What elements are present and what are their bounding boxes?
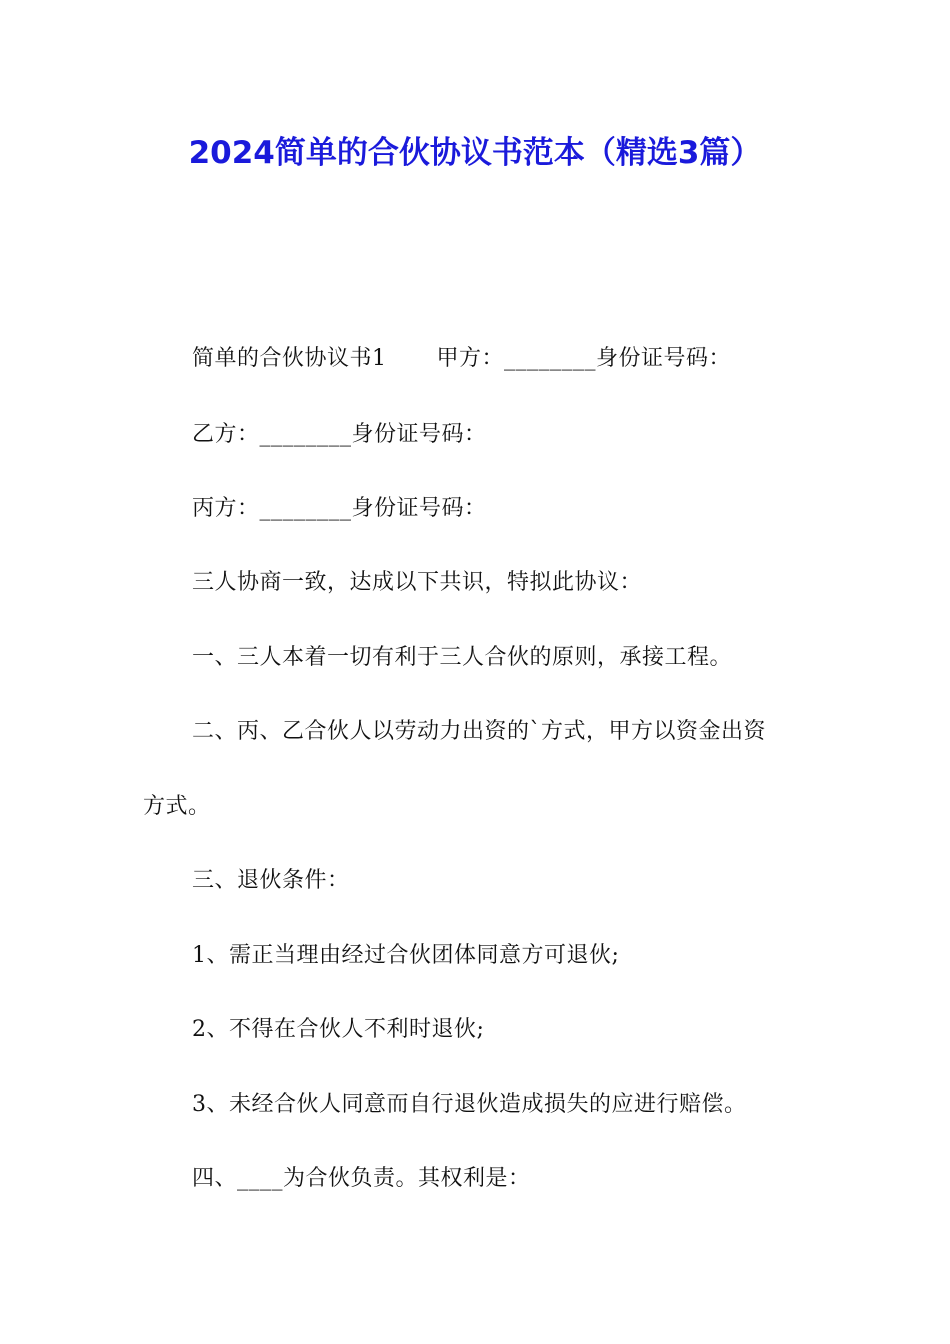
paragraph-clause-2: 二、丙、乙合伙人以劳动力出资的`方式，甲方以资金出资: [192, 719, 767, 744]
paragraph-clause-1: 一、三人本着一切有利于三人合伙的原则，承接工程。: [192, 645, 733, 670]
paragraph-withdrawal-3: 3、未经合伙人同意而自行退伙造成损失的应进行赔偿。: [192, 1092, 747, 1117]
paragraph-clause-2-continued: 方式。: [143, 794, 211, 819]
document-title: 2024简单的合伙协议书范本（精选3篇）: [188, 135, 762, 171]
paragraph-consensus: 三人协商一致，达成以下共识，特拟此协议：: [192, 570, 643, 595]
paragraph-withdrawal-2: 2、不得在合伙人不利时退伙;: [192, 1017, 485, 1042]
paragraph-party-b: 乙方：________身份证号码：: [192, 422, 487, 447]
paragraph-clause-3-heading: 三、退伙条件：: [192, 868, 350, 893]
paragraph-clause-4: 四、____为合伙负责。其权利是：: [192, 1166, 531, 1191]
paragraph-party-c: 丙方：________身份证号码：: [192, 496, 487, 521]
agreement-subtitle: 简单的合伙协议书1: [192, 346, 387, 371]
party-a-line: 甲方：________身份证号码：: [436, 346, 732, 371]
paragraph-withdrawal-1: 1、需正当理由经过合伙团体同意方可退伙;: [192, 943, 620, 968]
paragraph-agreement-heading-party-a: [192, 344, 731, 374]
